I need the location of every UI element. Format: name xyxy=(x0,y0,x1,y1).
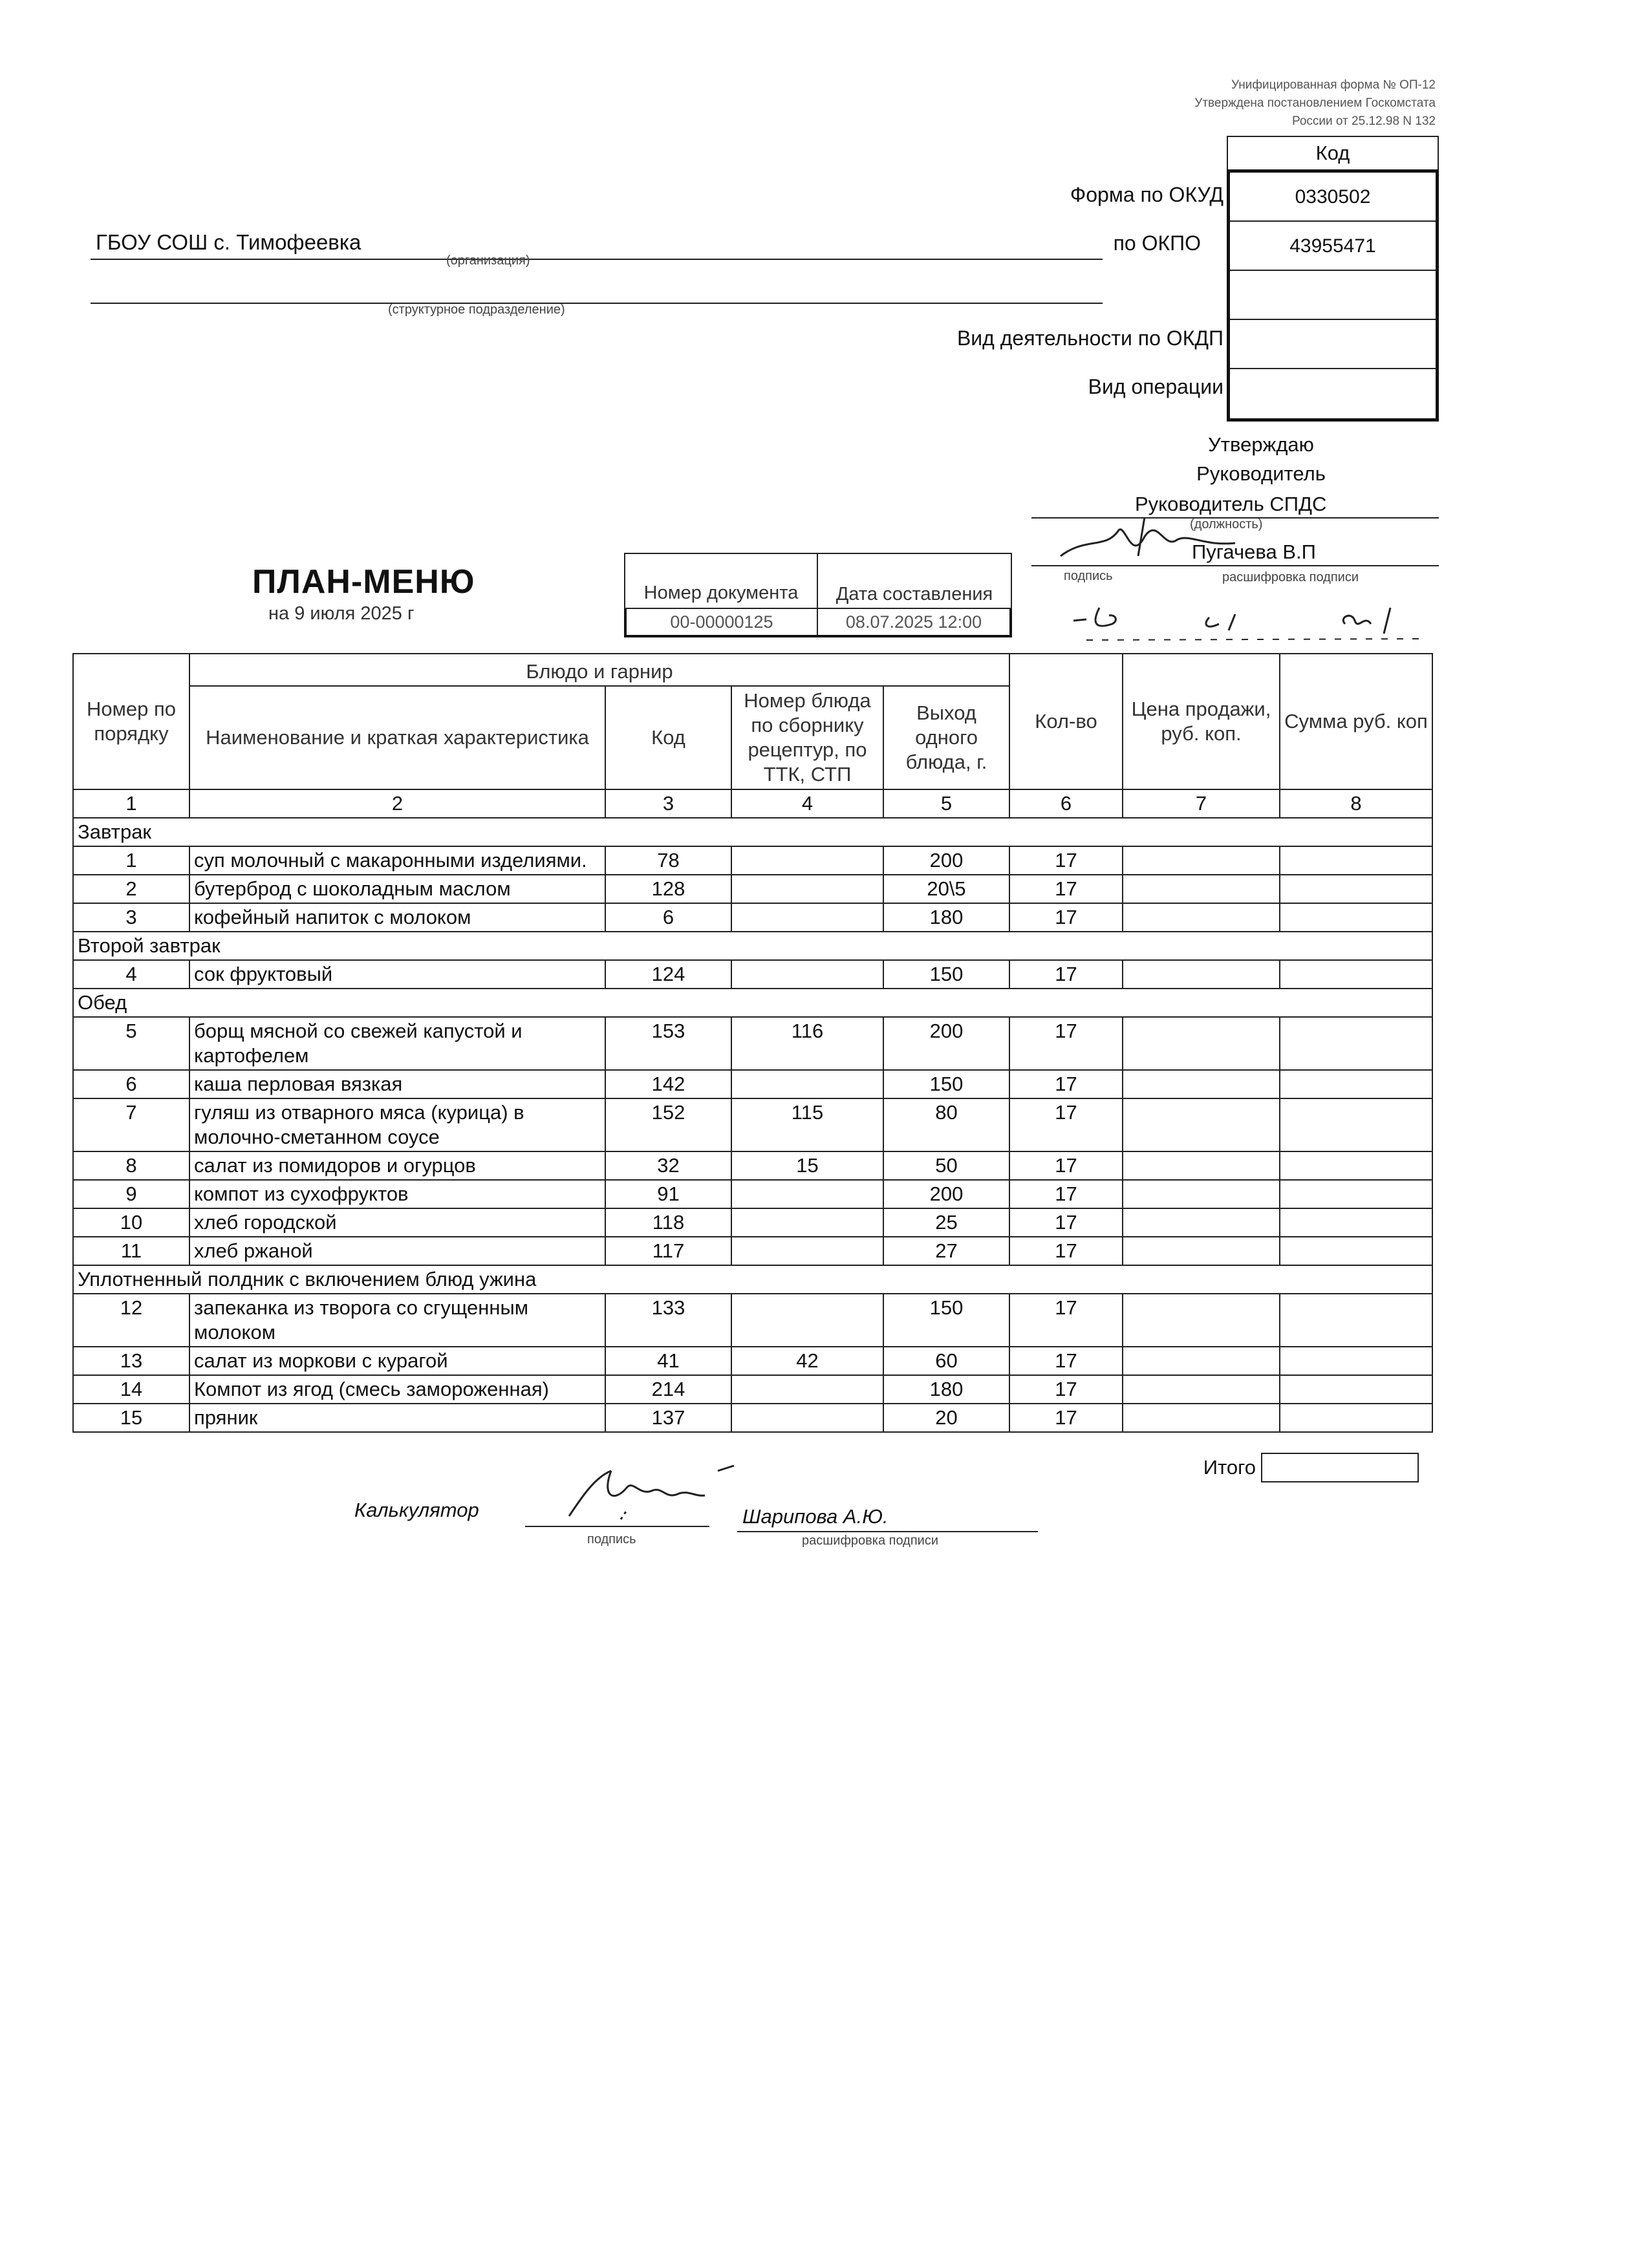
position-caption: (должность) xyxy=(1190,517,1263,531)
sum-cell xyxy=(1280,1375,1432,1404)
price-cell xyxy=(1123,903,1280,932)
approval-date-handwritten xyxy=(1061,595,1449,647)
price-cell xyxy=(1123,1294,1280,1347)
table-row xyxy=(73,903,1432,932)
dish-name: сок фруктовый xyxy=(189,960,605,989)
dish-name: Компот из ягод (смесь замороженная) xyxy=(189,1375,605,1404)
table-row xyxy=(73,1237,1432,1265)
column-index: 2 xyxy=(189,789,605,818)
okdp-label: Вид деятельности по ОКДП xyxy=(956,326,1223,350)
dish-quantity: 17 xyxy=(1009,960,1123,989)
column-index: 3 xyxy=(605,789,731,818)
dish-code: 153 xyxy=(605,1017,731,1070)
price-cell xyxy=(1123,960,1280,989)
dish-quantity: 17 xyxy=(1009,1070,1123,1098)
header-group: Блюдо и гарнир xyxy=(189,654,1009,686)
dish-name: гуляш из отварного мяса (курица) в молочно-сметанном соусе xyxy=(189,1098,605,1151)
subdivision-line xyxy=(91,272,1103,304)
total-label: Итого xyxy=(1203,1456,1256,1479)
dish-quantity: 17 xyxy=(1009,1180,1123,1208)
section-row xyxy=(73,818,1432,846)
table-row xyxy=(73,846,1432,875)
dish-quantity: 17 xyxy=(1009,1017,1123,1070)
dish-code: 32 xyxy=(605,1151,731,1180)
price-cell xyxy=(1123,875,1280,903)
dish-quantity: 17 xyxy=(1009,903,1123,932)
recipe-number xyxy=(731,960,883,989)
table-row xyxy=(73,1151,1432,1180)
recipe-number xyxy=(731,1404,883,1432)
price-cell xyxy=(1123,1404,1280,1432)
row-number: 5 xyxy=(73,1017,189,1070)
sum-cell xyxy=(1280,1404,1432,1432)
form-note-line-2: Утверждена постановлением Госкомстата xyxy=(1194,96,1436,110)
menu-table xyxy=(72,653,1433,1433)
row-number: 2 xyxy=(73,875,189,903)
dish-quantity: 17 xyxy=(1009,1208,1123,1237)
dish-quantity: 17 xyxy=(1009,1294,1123,1347)
section-title: Обед xyxy=(73,989,1432,1017)
codes-header: Код xyxy=(1227,136,1439,169)
column-index: 4 xyxy=(731,789,883,818)
dish-code: 128 xyxy=(605,875,731,903)
dish-quantity: 17 xyxy=(1009,1098,1123,1151)
sum-cell xyxy=(1280,1017,1432,1070)
row-number: 8 xyxy=(73,1151,189,1180)
header-code: Код xyxy=(605,686,731,789)
approver-name: Пугачева В.П xyxy=(1192,540,1316,563)
dish-code: 137 xyxy=(605,1404,731,1432)
codes-box xyxy=(1227,136,1439,422)
row-number: 6 xyxy=(73,1070,189,1098)
approver-name-line xyxy=(1187,534,1439,566)
document-date-label: Дата составления xyxy=(835,584,993,604)
dish-code: 142 xyxy=(605,1070,731,1098)
header-qty: Кол-во xyxy=(1009,654,1123,789)
dish-name: компот из сухофруктов xyxy=(189,1180,605,1208)
subdivision-caption: (структурное подразделение) xyxy=(388,303,565,317)
table-row xyxy=(73,1375,1432,1404)
price-cell xyxy=(1123,1180,1280,1208)
sum-cell xyxy=(1280,1208,1432,1237)
price-cell xyxy=(1123,1017,1280,1070)
row-number: 13 xyxy=(73,1347,189,1375)
dish-output: 180 xyxy=(883,1375,1009,1404)
dish-code: 41 xyxy=(605,1347,731,1375)
recipe-number xyxy=(731,846,883,875)
recipe-number xyxy=(731,1375,883,1404)
sum-cell xyxy=(1280,1237,1432,1265)
table-row xyxy=(73,1017,1432,1070)
dish-output: 150 xyxy=(883,960,1009,989)
operation-code xyxy=(1230,369,1436,418)
dish-name: хлеб ржаной xyxy=(189,1237,605,1265)
calculator-name-caption: расшифровка подписи xyxy=(802,1534,939,1548)
section-row xyxy=(73,932,1432,960)
column-index-row xyxy=(73,789,1432,818)
dish-code: 91 xyxy=(605,1180,731,1208)
extra-code xyxy=(1230,271,1436,320)
dish-output: 60 xyxy=(883,1347,1009,1375)
section-title: Уплотненный полдник с включением блюд ужина xyxy=(73,1265,1432,1294)
dish-quantity: 17 xyxy=(1009,1151,1123,1180)
document-date: 08.07.2025 12:00 xyxy=(845,612,982,632)
header-name: Наименование и краткая характеристика xyxy=(189,686,605,789)
recipe-number xyxy=(731,875,883,903)
page-date: на 9 июля 2025 г xyxy=(268,603,415,624)
table-row xyxy=(73,1098,1432,1151)
dish-output: 20 xyxy=(883,1404,1009,1432)
dish-name: салат из помидоров и огурцов xyxy=(189,1151,605,1180)
table-row xyxy=(73,1070,1432,1098)
name-caption: расшифровка подписи xyxy=(1222,570,1359,584)
page-title: ПЛАН-МЕНЮ xyxy=(252,563,475,601)
table-row xyxy=(73,1294,1432,1347)
recipe-number xyxy=(731,1180,883,1208)
document-number: 00-00000125 xyxy=(627,609,818,635)
menu-table-body xyxy=(73,789,1432,1432)
column-index: 6 xyxy=(1009,789,1123,818)
dish-name: пряник xyxy=(189,1404,605,1432)
form-note-line-1: Унифицированная форма № ОП-12 xyxy=(1231,78,1436,92)
row-number: 12 xyxy=(73,1294,189,1347)
column-index: 5 xyxy=(883,789,1009,818)
total-row xyxy=(1099,1453,1419,1482)
total-value xyxy=(1261,1453,1419,1482)
dish-output: 200 xyxy=(883,846,1009,875)
dish-quantity: 17 xyxy=(1009,846,1123,875)
okpo-label: по ОКПО xyxy=(1113,231,1201,255)
recipe-number xyxy=(731,1070,883,1098)
header-recipe: Номер блюда по сборнику рецептур, по ТТК, СТП xyxy=(731,686,883,789)
dish-output: 50 xyxy=(883,1151,1009,1180)
sum-cell xyxy=(1280,1070,1432,1098)
recipe-number: 115 xyxy=(731,1098,883,1151)
header-order: Номер по порядку xyxy=(73,654,189,789)
approver-position: Руководитель СПДС xyxy=(1135,493,1327,515)
operation-label: Вид операции xyxy=(1088,375,1223,398)
header-price: Цена продажи, руб. коп. xyxy=(1123,654,1280,789)
calculator-label: Калькулятор xyxy=(354,1499,479,1521)
price-cell xyxy=(1123,1375,1280,1404)
document-box xyxy=(624,553,1012,637)
signature-caption: подпись xyxy=(1064,569,1113,583)
dish-code: 124 xyxy=(605,960,731,989)
row-number: 4 xyxy=(73,960,189,989)
dish-code: 118 xyxy=(605,1208,731,1237)
section-title: Завтрак xyxy=(73,818,1432,846)
dish-name: бутерброд с шоколадным маслом xyxy=(189,875,605,903)
document-number-label: Номер документа xyxy=(625,554,818,608)
dish-code: 152 xyxy=(605,1098,731,1151)
row-number: 11 xyxy=(73,1237,189,1265)
dish-output: 25 xyxy=(883,1208,1009,1237)
recipe-number xyxy=(731,1294,883,1347)
table-row xyxy=(73,1404,1432,1432)
dish-name: борщ мясной со свежей капустой и картофелем xyxy=(189,1017,605,1070)
dish-code: 133 xyxy=(605,1294,731,1347)
row-number: 15 xyxy=(73,1404,189,1432)
dish-quantity: 17 xyxy=(1009,875,1123,903)
recipe-number: 116 xyxy=(731,1017,883,1070)
dish-output: 27 xyxy=(883,1237,1009,1265)
section-title: Второй завтрак xyxy=(73,932,1432,960)
okud-code: 0330502 xyxy=(1230,173,1436,222)
form-note-line-3: России от 25.12.98 N 132 xyxy=(1292,114,1436,128)
dish-output: 20\5 xyxy=(883,875,1009,903)
calculator-signature-caption: подпись xyxy=(587,1532,636,1546)
dish-quantity: 17 xyxy=(1009,1347,1123,1375)
dish-name: салат из моркови с курагой xyxy=(189,1347,605,1375)
dish-quantity: 17 xyxy=(1009,1237,1123,1265)
header-output: Выход одного блюда, г. xyxy=(883,686,1009,789)
calculator-signature xyxy=(550,1458,757,1529)
row-number: 1 xyxy=(73,846,189,875)
dish-name: запеканка из творога со сгущенным молоком xyxy=(189,1294,605,1347)
table-row xyxy=(73,1347,1432,1375)
sum-cell xyxy=(1280,1098,1432,1151)
sum-cell xyxy=(1280,960,1432,989)
dish-code: 214 xyxy=(605,1375,731,1404)
column-index: 7 xyxy=(1123,789,1280,818)
section-row xyxy=(73,989,1432,1017)
row-number: 10 xyxy=(73,1208,189,1237)
calculator-name: Шарипова А.Ю. xyxy=(742,1505,889,1528)
approve-line-2: Руководитель xyxy=(1196,462,1326,485)
price-cell xyxy=(1123,1098,1280,1151)
dish-output: 180 xyxy=(883,903,1009,932)
table-row xyxy=(73,875,1432,903)
row-number: 9 xyxy=(73,1180,189,1208)
calculator-name-line xyxy=(737,1499,1038,1532)
sum-cell xyxy=(1280,1151,1432,1180)
price-cell xyxy=(1123,1208,1280,1237)
dish-name: кофейный напиток с молоком xyxy=(189,903,605,932)
price-cell xyxy=(1123,846,1280,875)
row-number: 14 xyxy=(73,1375,189,1404)
sum-cell xyxy=(1280,846,1432,875)
row-number: 3 xyxy=(73,903,189,932)
okud-label: Форма по ОКУД xyxy=(1070,183,1223,206)
dish-code: 6 xyxy=(605,903,731,932)
dish-name: хлеб городской xyxy=(189,1208,605,1237)
price-cell xyxy=(1123,1347,1280,1375)
okdp-code xyxy=(1230,320,1436,369)
dish-name: каша перловая вязкая xyxy=(189,1070,605,1098)
price-cell xyxy=(1123,1237,1280,1265)
sum-cell xyxy=(1280,875,1432,903)
sum-cell xyxy=(1280,903,1432,932)
sum-cell xyxy=(1280,1347,1432,1375)
price-cell xyxy=(1123,1151,1280,1180)
approve-line-1: Утверждаю xyxy=(1208,433,1314,456)
dish-quantity: 17 xyxy=(1009,1404,1123,1432)
section-row xyxy=(73,1265,1432,1294)
sum-cell xyxy=(1280,1294,1432,1347)
price-cell xyxy=(1123,1070,1280,1098)
table-row xyxy=(73,960,1432,989)
column-index: 8 xyxy=(1280,789,1432,818)
dish-quantity: 17 xyxy=(1009,1375,1123,1404)
dish-output: 200 xyxy=(883,1017,1009,1070)
recipe-number xyxy=(731,1237,883,1265)
dish-output: 150 xyxy=(883,1294,1009,1347)
table-row xyxy=(73,1208,1432,1237)
table-row xyxy=(73,1180,1432,1208)
recipe-number xyxy=(731,903,883,932)
dish-output: 200 xyxy=(883,1180,1009,1208)
dish-name: суп молочный с макаронными изделиями. xyxy=(189,846,605,875)
dish-code: 117 xyxy=(605,1237,731,1265)
recipe-number: 15 xyxy=(731,1151,883,1180)
dish-code: 78 xyxy=(605,846,731,875)
organization-name: ГБОУ СОШ с. Тимофеевка xyxy=(96,230,361,254)
row-number: 7 xyxy=(73,1098,189,1151)
organization-line xyxy=(91,220,1103,260)
okpo-code: 43955471 xyxy=(1230,222,1436,271)
sum-cell xyxy=(1280,1180,1432,1208)
recipe-number: 42 xyxy=(731,1347,883,1375)
recipe-number xyxy=(731,1208,883,1237)
dish-output: 150 xyxy=(883,1070,1009,1098)
organization-caption: (организация) xyxy=(446,253,530,268)
column-index: 1 xyxy=(73,789,189,818)
header-sum: Сумма руб. коп xyxy=(1280,654,1432,789)
dish-output: 80 xyxy=(883,1098,1009,1151)
